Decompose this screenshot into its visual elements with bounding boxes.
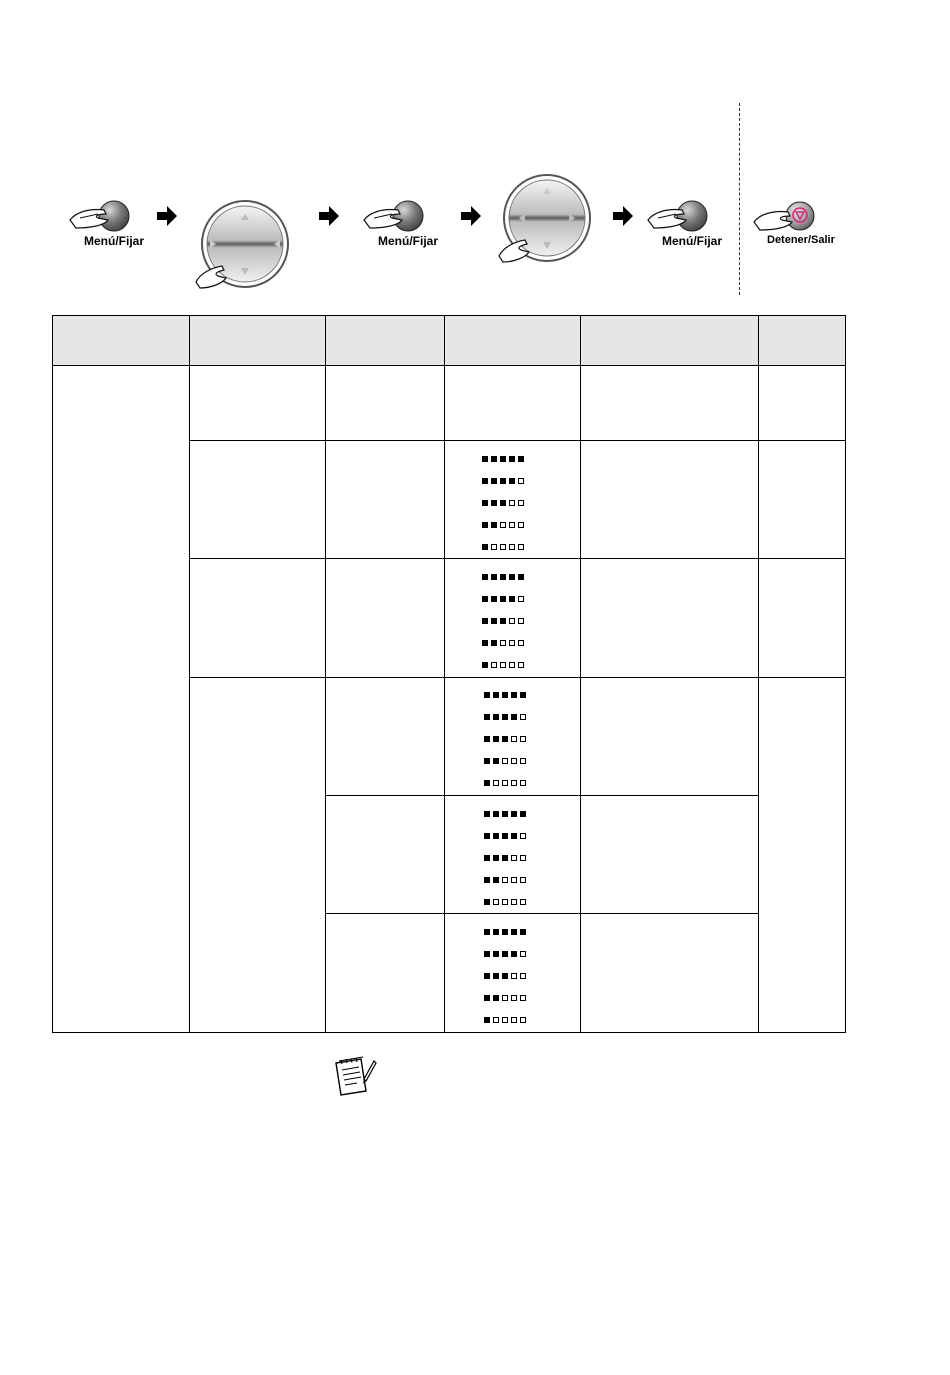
stop-icon [752,198,822,238]
level-step-2 [484,987,554,1009]
level-square-filled [509,456,515,462]
level-square-filled [502,714,508,720]
level-square-filled [482,640,488,646]
level-scale-row-2 [482,448,552,558]
level-step-1 [482,654,552,676]
level-square-empty [520,951,526,957]
level-square-empty [491,544,497,550]
level-square-empty [520,899,526,905]
level-square-filled [511,833,517,839]
hand-press-icon [646,196,716,236]
level-step-2 [484,750,554,772]
level-square-filled [484,780,490,786]
level-square-filled [491,500,497,506]
level-square-empty [493,780,499,786]
navigation-pad-icon [192,198,292,290]
level-step-1 [484,1009,554,1031]
level-square-filled [502,692,508,698]
level-square-filled [482,456,488,462]
level-square-empty [511,899,517,905]
level-square-filled [482,662,488,668]
level-scale-row-4c [484,921,554,1031]
level-square-filled [518,456,524,462]
level-square-empty [520,833,526,839]
level-square-filled [493,855,499,861]
level-step-4 [482,588,552,610]
stop-exit-button[interactable] [752,198,852,258]
level-square-filled [502,929,508,935]
hand-press-icon [68,196,138,236]
level-square-empty [502,780,508,786]
level-square-filled [500,574,506,580]
level-square-empty [502,877,508,883]
level-square-filled [500,456,506,462]
level-square-empty [520,714,526,720]
separator [739,103,740,295]
level-square-empty [520,736,526,742]
level-square-empty [520,855,526,861]
menu-set-button-3[interactable] [646,196,736,256]
table-border-top [52,315,846,316]
level-square-filled [493,973,499,979]
level-square-empty [518,596,524,602]
level-square-empty [502,899,508,905]
level-square-filled [500,478,506,484]
level-square-empty [500,522,506,528]
level-square-filled [520,692,526,698]
level-square-filled [502,833,508,839]
level-square-filled [482,618,488,624]
level-square-filled [511,951,517,957]
level-square-empty [511,995,517,1001]
level-square-filled [491,478,497,484]
level-square-empty [511,855,517,861]
level-square-empty [509,662,515,668]
row-divider [189,558,846,559]
navigation-pad-icon [497,172,597,264]
level-step-5 [482,448,552,470]
menu-set-label-3: Menú/Fijar [662,234,723,248]
level-square-filled [491,574,497,580]
level-square-empty [518,618,524,624]
level-step-2 [482,632,552,654]
level-square-filled [493,929,499,935]
level-square-filled [502,736,508,742]
level-square-filled [484,714,490,720]
navigation-pad-up-down[interactable] [192,198,292,290]
level-square-filled [511,692,517,698]
level-square-filled [500,500,506,506]
menu-set-label-2: Menú/Fijar [378,234,439,248]
level-square-filled [482,544,488,550]
level-square-empty [518,500,524,506]
level-scale-row-3 [482,566,552,676]
table-border-right [845,315,846,1033]
note-pad-icon [333,1055,377,1097]
level-square-empty [520,877,526,883]
level-step-3 [482,492,552,514]
level-square-empty [511,973,517,979]
level-square-empty [493,1017,499,1023]
level-step-4 [484,825,554,847]
row-divider [189,440,846,441]
level-square-empty [511,1017,517,1023]
table-border-bottom [52,1032,846,1033]
level-square-filled [502,855,508,861]
arrow-right-icon [318,205,340,227]
level-square-filled [484,833,490,839]
level-square-empty [520,758,526,764]
level-square-filled [482,478,488,484]
level-square-filled [484,995,490,1001]
level-step-3 [482,610,552,632]
level-square-empty [502,758,508,764]
level-square-filled [493,736,499,742]
level-square-empty [511,877,517,883]
column-divider [189,315,190,1033]
level-square-filled [484,736,490,742]
level-scale-row-4a [484,684,554,794]
level-square-filled [482,574,488,580]
level-step-4 [484,706,554,728]
level-step-5 [484,684,554,706]
level-square-empty [509,500,515,506]
level-square-filled [493,714,499,720]
level-square-filled [500,596,506,602]
level-square-empty [500,640,506,646]
arrow-right-icon [460,205,482,227]
level-square-filled [511,811,517,817]
level-square-empty [511,780,517,786]
level-square-empty [520,780,526,786]
level-square-filled [491,596,497,602]
level-step-5 [484,921,554,943]
arrow-right-icon [612,205,634,227]
level-square-empty [509,618,515,624]
level-square-empty [518,478,524,484]
level-square-filled [511,714,517,720]
level-square-filled [482,596,488,602]
level-step-1 [484,891,554,913]
level-square-filled [482,500,488,506]
column-divider [580,315,581,1033]
menu-set-button-1[interactable] [68,196,158,256]
level-square-empty [502,995,508,1001]
level-square-empty [502,1017,508,1023]
level-square-filled [509,478,515,484]
level-square-empty [518,640,524,646]
level-square-filled [484,758,490,764]
level-square-filled [484,951,490,957]
level-square-filled [484,973,490,979]
column-divider [758,315,759,1033]
level-square-empty [518,522,524,528]
row-divider [325,913,758,914]
level-square-filled [493,692,499,698]
level-square-filled [491,522,497,528]
level-square-empty [511,758,517,764]
level-square-empty [518,544,524,550]
level-square-filled [493,951,499,957]
level-square-filled [484,692,490,698]
level-square-filled [491,618,497,624]
level-square-filled [493,833,499,839]
navigation-pad-left-right[interactable] [497,172,597,264]
level-step-3 [484,965,554,987]
menu-set-label-1: Menú/Fijar [84,234,145,248]
level-step-1 [484,772,554,794]
level-square-filled [484,811,490,817]
level-square-filled [500,618,506,624]
level-square-empty [509,522,515,528]
settings-table [52,315,847,1033]
level-step-3 [484,847,554,869]
level-scale-row-4b [484,803,554,913]
level-square-filled [509,596,515,602]
level-square-empty [493,899,499,905]
level-square-filled [493,995,499,1001]
level-square-filled [520,811,526,817]
level-square-filled [484,877,490,883]
level-square-filled [511,929,517,935]
level-square-empty [520,973,526,979]
level-square-empty [520,995,526,1001]
level-square-filled [491,456,497,462]
level-step-1 [482,536,552,558]
level-square-filled [493,758,499,764]
row-divider [325,795,758,796]
hand-press-icon [362,196,432,236]
level-step-2 [484,869,554,891]
header-divider [52,365,846,366]
level-square-filled [493,811,499,817]
level-step-4 [482,470,552,492]
column-divider [325,315,326,1033]
level-square-filled [493,877,499,883]
level-square-filled [491,640,497,646]
arrow-right-icon [156,205,178,227]
table-border-left [52,315,53,1033]
level-square-filled [502,951,508,957]
level-square-filled [502,973,508,979]
level-step-5 [482,566,552,588]
level-square-filled [509,574,515,580]
level-step-3 [484,728,554,750]
level-square-filled [520,929,526,935]
button-sequence [0,0,950,310]
level-square-empty [520,1017,526,1023]
menu-set-button-2[interactable] [362,196,452,256]
level-square-filled [518,574,524,580]
level-square-filled [484,929,490,935]
level-square-filled [482,522,488,528]
stop-exit-label: Detener/Salir [767,234,835,246]
level-square-empty [509,640,515,646]
level-step-2 [482,514,552,536]
level-step-4 [484,943,554,965]
level-square-filled [502,811,508,817]
level-square-filled [484,1017,490,1023]
level-square-empty [500,662,506,668]
level-square-empty [509,544,515,550]
level-square-filled [484,855,490,861]
level-square-empty [500,544,506,550]
table-header [52,315,845,365]
level-square-empty [511,736,517,742]
level-square-filled [484,899,490,905]
level-square-empty [518,662,524,668]
level-square-empty [491,662,497,668]
level-step-5 [484,803,554,825]
row-divider [189,677,846,678]
column-divider [444,315,445,1033]
